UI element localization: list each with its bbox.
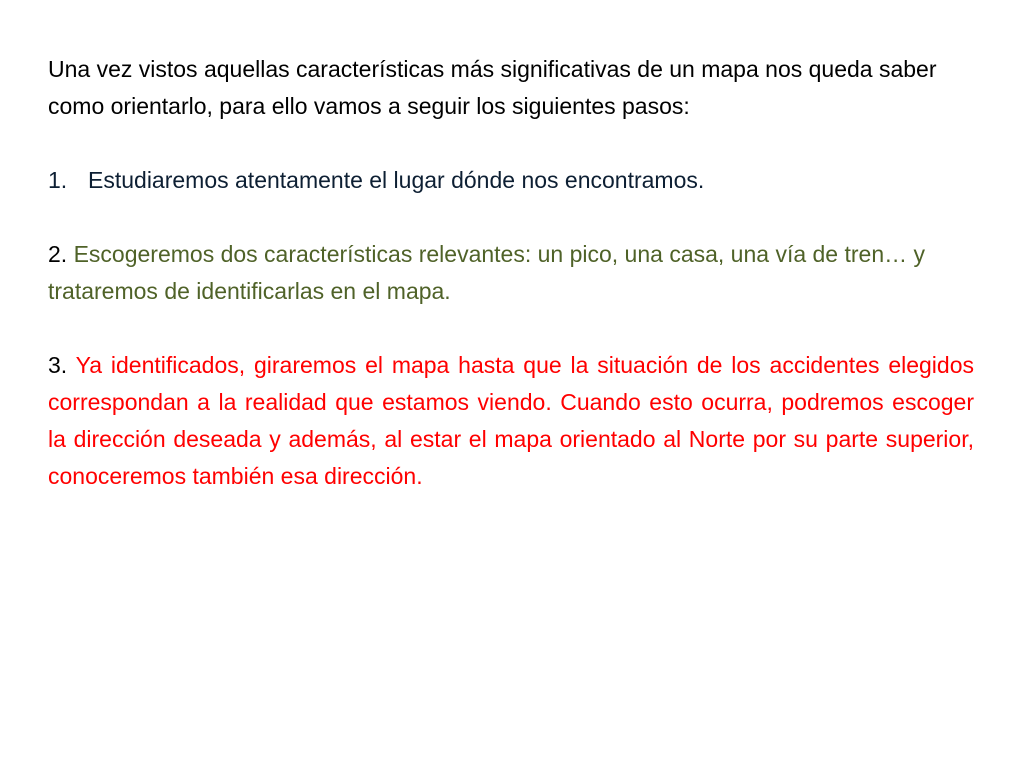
step-1-number: 1.: [48, 167, 68, 193]
intro-paragraph: Una vez vistos aquellas características más significativas de un mapa nos queda saber como orientarlo, para ello vamos a seguir los siguientes pasos:: [48, 56, 937, 119]
spacer: [48, 199, 974, 236]
step-2-text: Escogeremos dos características relevantes: un pico, una casa, una vía de tren… y trataremos de identificarlas en el mapa.: [48, 241, 926, 304]
step-2: [48, 236, 974, 310]
step-2-number: 2.: [48, 241, 68, 267]
step-3-number: 3.: [48, 352, 68, 378]
step-3-text: Ya identificados, giraremos el mapa hasta que la situación de los accidentes elegidos correspondan a la realidad que estamos viendo. Cuando esto ocurra, podremos escoger la dirección deseada y además, al estar el mapa orientado al Norte por su parte superior, conoceremos también esa dirección.: [48, 352, 974, 489]
spacer: [48, 310, 974, 347]
slide-content: [48, 51, 974, 495]
step-1: [48, 162, 974, 199]
spacer: [48, 125, 974, 162]
step-1-text: Estudiaremos atentamente el lugar dónde nos encontramos.: [88, 167, 705, 193]
step-3: [48, 347, 974, 495]
